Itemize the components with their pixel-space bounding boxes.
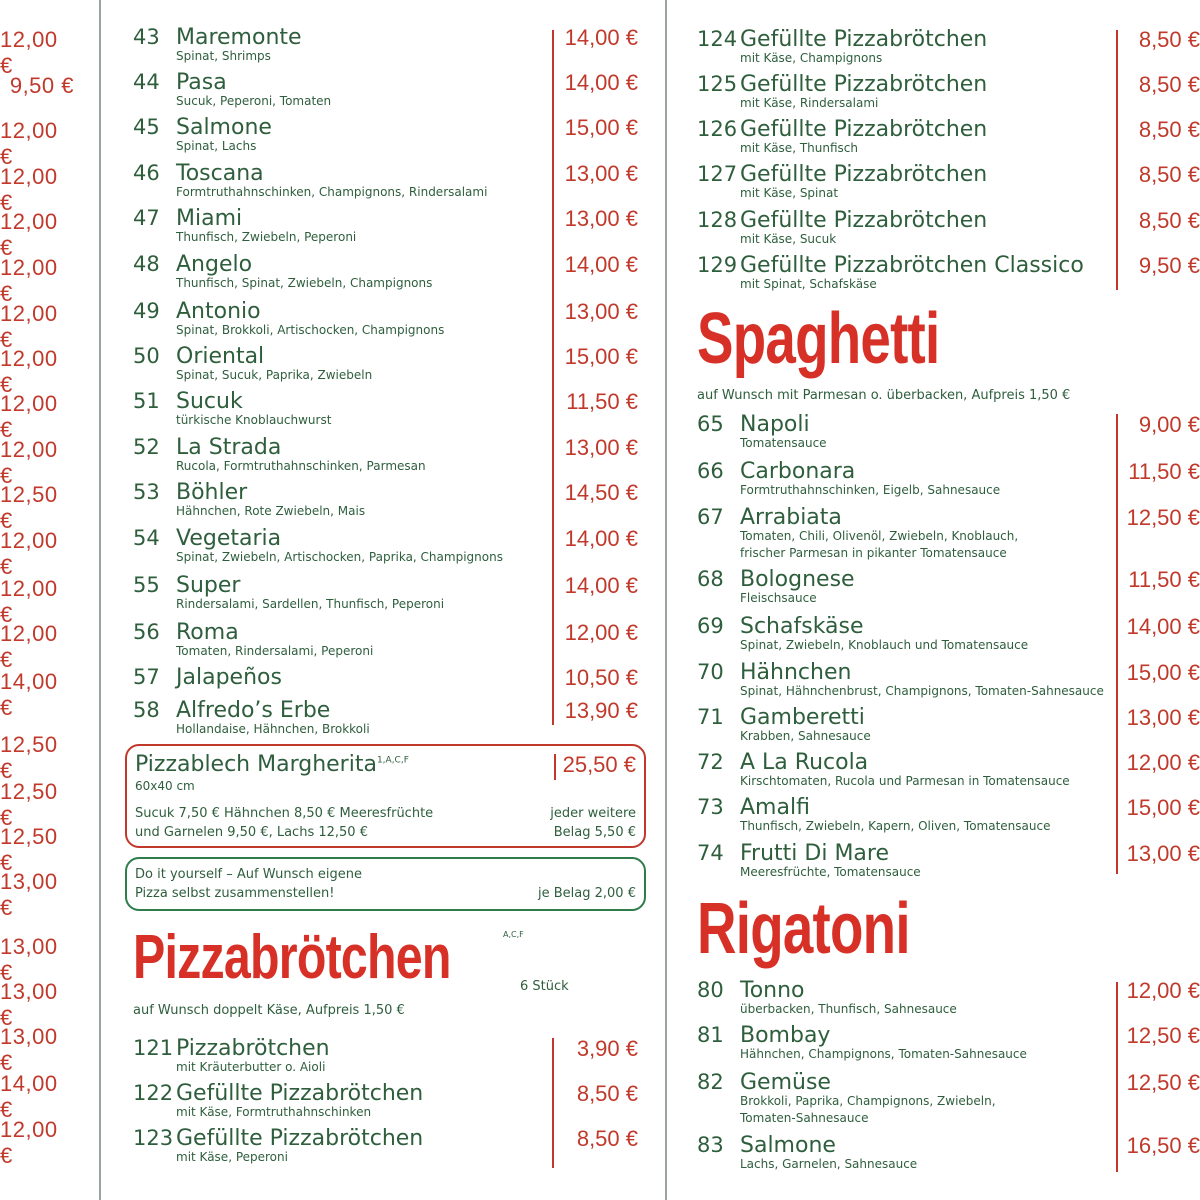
spaghetti-price: 13,00 € bbox=[1126, 705, 1200, 730]
broetchen-item bbox=[697, 253, 1200, 293]
pizza-name: Salmone bbox=[176, 115, 272, 140]
spaghetti-description: Meeresfrüchte, Tomatensauce bbox=[740, 865, 921, 879]
pizza-item bbox=[133, 70, 638, 110]
left-price: 12,00 € bbox=[0, 437, 58, 488]
broetchen-number: 127 bbox=[697, 162, 738, 186]
spaghetti-item bbox=[697, 567, 1200, 607]
spaghetti-number: 67 bbox=[697, 505, 724, 529]
rigatoni-number: 81 bbox=[697, 1023, 724, 1047]
spaghetti-price: 12,00 € bbox=[1126, 750, 1200, 775]
broetchen-name: Gefüllte Pizzabrötchen bbox=[740, 27, 988, 52]
left-price: 12,00 € bbox=[0, 301, 58, 352]
pizza-number: 55 bbox=[133, 573, 160, 597]
pizza-description: Hähnchen, Rote Zwiebeln, Mais bbox=[176, 504, 366, 518]
spaghetti-title: Spaghetti bbox=[697, 299, 940, 379]
pizza-item bbox=[133, 206, 638, 246]
column-divider-middle bbox=[665, 0, 667, 1200]
spaghetti-description: Krabben, Sahnesauce bbox=[740, 729, 871, 743]
spaghetti-description: Tomaten, Chili, Olivenöl, Zwiebeln, Knoblauch, bbox=[740, 529, 1019, 543]
broetchen-price: 8,50 € bbox=[1138, 208, 1200, 233]
pizza-name: Sucuk bbox=[176, 389, 243, 414]
pizzablech-toppings-line2: und Garnelen 9,50 €, Lachs 12,50 € bbox=[135, 825, 368, 840]
broetchen-name: Gefüllte Pizzabrötchen bbox=[740, 162, 988, 187]
pizza-item bbox=[133, 389, 638, 429]
pizzabroetchen-price: 8,50 € bbox=[576, 1126, 638, 1151]
rigatoni-price: 16,50 € bbox=[1126, 1133, 1200, 1158]
pizza-price: 15,00 € bbox=[564, 344, 638, 369]
pizza-item bbox=[133, 620, 638, 660]
broetchen-price: 9,50 € bbox=[1138, 253, 1200, 278]
pizza-price: 15,00 € bbox=[564, 115, 638, 140]
pizza-number: 43 bbox=[133, 25, 160, 49]
left-price: 12,00 € bbox=[0, 346, 58, 397]
pizza-name: La Strada bbox=[176, 435, 282, 460]
broetchen-price: 8,50 € bbox=[1138, 117, 1200, 142]
pizza-item bbox=[133, 115, 638, 155]
pizza-price: 10,50 € bbox=[564, 665, 638, 690]
spaghetti-description: Fleischsauce bbox=[740, 591, 817, 605]
left-price: 12,50 € bbox=[0, 824, 58, 875]
diy-price: je Belag 2,00 € bbox=[538, 886, 636, 901]
pizza-price: 14,00 € bbox=[564, 25, 638, 50]
spaghetti-item bbox=[697, 660, 1200, 700]
broetchen-description: mit Käse, Thunfisch bbox=[740, 141, 858, 155]
pizza-number: 57 bbox=[133, 665, 160, 689]
spaghetti-item bbox=[697, 841, 1200, 881]
pizza-number: 44 bbox=[133, 70, 160, 94]
pizza-item bbox=[133, 435, 638, 475]
spaghetti-price: 13,00 € bbox=[1126, 841, 1200, 866]
pizza-number: 52 bbox=[133, 435, 160, 459]
spaghetti-number: 68 bbox=[697, 567, 724, 591]
pizzablech-size: 60x40 cm bbox=[135, 779, 195, 793]
pizza-price: 11,50 € bbox=[566, 389, 638, 414]
pizza-name: Maremonte bbox=[176, 25, 302, 50]
column-divider-left bbox=[99, 0, 101, 1200]
pizza-name: Roma bbox=[176, 620, 239, 645]
pizza-number: 50 bbox=[133, 344, 160, 368]
pizzablech-price: 25,50 € bbox=[562, 752, 636, 777]
pizza-number: 47 bbox=[133, 206, 160, 230]
pizza-price: 13,90 € bbox=[564, 698, 638, 723]
pizza-description: Rucola, Formtruthahnschinken, Parmesan bbox=[176, 459, 426, 473]
rigatoni-description: Hähnchen, Champignons, Tomaten-Sahnesauce bbox=[740, 1047, 1027, 1061]
right-column bbox=[697, 0, 1200, 1200]
rigatoni-name: Tonno bbox=[740, 978, 805, 1003]
broetchen-description: mit Käse, Spinat bbox=[740, 186, 839, 200]
spaghetti-description: Spinat, Zwiebeln, Knoblauch und Tomatensauce bbox=[740, 638, 1029, 652]
pizza-description: Thunfisch, Zwiebeln, Peperoni bbox=[176, 230, 357, 244]
pizza-number: 48 bbox=[133, 252, 160, 276]
diy-line1: Do it yourself – Auf Wunsch eigene bbox=[135, 867, 362, 882]
left-price: 14,00 € bbox=[0, 669, 58, 720]
broetchen-number: 124 bbox=[697, 27, 738, 51]
spaghetti-item bbox=[697, 705, 1200, 745]
spaghetti-price: 11,50 € bbox=[1128, 567, 1200, 592]
pizza-price: 12,00 € bbox=[564, 620, 638, 645]
left-price: 12,00 € bbox=[0, 255, 58, 306]
pizza-description: Tomaten, Rindersalami, Peperoni bbox=[176, 644, 374, 658]
left-price: 12,00 € bbox=[0, 164, 58, 215]
rigatoni-price: 12,00 € bbox=[1126, 978, 1200, 1003]
pizzabroetchen-name: Gefüllte Pizzabrötchen bbox=[176, 1081, 424, 1106]
pizza-description: Spinat, Brokkoli, Artischocken, Champignons bbox=[176, 323, 445, 337]
pizzabroetchen-number: 121 bbox=[133, 1036, 174, 1060]
pizzabroetchen-description: mit Käse, Peperoni bbox=[176, 1150, 288, 1164]
spaghetti-number: 69 bbox=[697, 614, 724, 638]
left-price: 12,00 € bbox=[0, 621, 58, 672]
pizza-number: 53 bbox=[133, 480, 160, 504]
spaghetti-description-line2: frischer Parmesan in pikanter Tomatensauce bbox=[740, 546, 1007, 560]
spaghetti-name: A La Rucola bbox=[740, 750, 869, 775]
pizza-name: Super bbox=[176, 573, 241, 598]
broetchen-name: Gefüllte Pizzabrötchen bbox=[740, 208, 988, 233]
rigatoni-item bbox=[697, 1070, 1200, 1125]
spaghetti-name: Amalfi bbox=[740, 795, 810, 820]
spaghetti-description: Spinat, Hähnchenbrust, Champignons, Tomaten-Sahnesauce bbox=[740, 684, 1104, 698]
pizza-price: 14,00 € bbox=[564, 573, 638, 598]
pizza-description: Spinat, Zwiebeln, Artischocken, Paprika, Champignons bbox=[176, 550, 503, 564]
broetchen-number: 129 bbox=[697, 253, 738, 277]
left-price: 12,00 € bbox=[0, 576, 58, 627]
pizza-name: Alfredo’s Erbe bbox=[176, 698, 331, 723]
broetchen-price: 8,50 € bbox=[1138, 72, 1200, 97]
rigatoni-number: 82 bbox=[697, 1070, 724, 1094]
pizza-description: Rindersalami, Sardellen, Thunfisch, Peperoni bbox=[176, 597, 445, 611]
pizza-item bbox=[133, 299, 638, 339]
spaghetti-item bbox=[697, 412, 1200, 452]
spaghetti-name: Carbonara bbox=[740, 459, 856, 484]
pizzabroetchen-description: mit Käse, Formtruthahnschinken bbox=[176, 1105, 372, 1119]
pizza-name: Miami bbox=[176, 206, 243, 231]
left-price: 13,00 € bbox=[0, 979, 58, 1030]
left-price: 12,50 € bbox=[0, 779, 58, 830]
spaghetti-description: Tomatensauce bbox=[740, 436, 827, 450]
pizzabroetchen-count: 6 Stück bbox=[520, 979, 569, 994]
pizza-item bbox=[133, 698, 638, 738]
pizza-price: 14,50 € bbox=[564, 480, 638, 505]
rigatoni-price: 12,50 € bbox=[1126, 1023, 1200, 1048]
spaghetti-name: Napoli bbox=[740, 412, 810, 437]
broetchen-description: mit Käse, Champignons bbox=[740, 51, 883, 65]
broetchen-item bbox=[697, 72, 1200, 112]
pizza-name: Pasa bbox=[176, 70, 227, 95]
pizza-number: 45 bbox=[133, 115, 160, 139]
broetchen-description: mit Käse, Sucuk bbox=[740, 232, 837, 246]
middle-column bbox=[133, 0, 638, 1200]
spaghetti-number: 74 bbox=[697, 841, 724, 865]
pizza-number: 54 bbox=[133, 526, 160, 550]
spaghetti-number: 72 bbox=[697, 750, 724, 774]
pizza-number: 51 bbox=[133, 389, 160, 413]
pizza-number: 49 bbox=[133, 299, 160, 323]
spaghetti-description: Kirschtomaten, Rucola und Parmesan in Tomatensauce bbox=[740, 774, 1070, 788]
pizza-name: Böhler bbox=[176, 480, 248, 505]
pizzabroetchen-number: 122 bbox=[133, 1081, 174, 1105]
spaghetti-item bbox=[697, 795, 1200, 835]
price-divider bbox=[554, 754, 556, 780]
left-price: 13,00 € bbox=[0, 934, 58, 985]
pizza-name: Toscana bbox=[176, 161, 264, 186]
broetchen-item bbox=[697, 27, 1200, 67]
rigatoni-description: Brokkoli, Paprika, Champignons, Zwiebeln, bbox=[740, 1094, 996, 1108]
broetchen-name: Gefüllte Pizzabrötchen bbox=[740, 117, 988, 142]
pizza-item bbox=[133, 161, 638, 201]
pizza-name: Antonio bbox=[176, 299, 261, 324]
rigatoni-title: Rigatoni bbox=[697, 889, 910, 969]
left-price: 12,00 € bbox=[0, 27, 58, 78]
pizza-number: 46 bbox=[133, 161, 160, 185]
broetchen-number: 126 bbox=[697, 117, 738, 141]
pizza-description: Formtruthahnschinken, Champignons, Rindersalami bbox=[176, 185, 488, 199]
rigatoni-name: Salmone bbox=[740, 1133, 836, 1158]
pizzablech-toppings-line1: Sucuk 7,50 € Hähnchen 8,50 € Meeresfrüchte bbox=[135, 806, 434, 821]
left-price: 12,00 € bbox=[0, 118, 58, 169]
spaghetti-name: Bolognese bbox=[740, 567, 855, 592]
spaghetti-note: auf Wunsch mit Parmesan o. überbacken, Aufpreis 1,50 € bbox=[697, 388, 1071, 403]
spaghetti-number: 73 bbox=[697, 795, 724, 819]
pizza-description: Thunfisch, Spinat, Zwiebeln, Champignons bbox=[176, 276, 433, 290]
rigatoni-name: Bombay bbox=[740, 1023, 831, 1048]
pizza-number: 58 bbox=[133, 698, 160, 722]
pizzabroetchen-number: 123 bbox=[133, 1126, 174, 1150]
pizza-name: Oriental bbox=[176, 344, 265, 369]
spaghetti-name: Hähnchen bbox=[740, 660, 852, 685]
spaghetti-description: Thunfisch, Zwiebeln, Kapern, Oliven, Tomatensauce bbox=[740, 819, 1051, 833]
pizza-description: türkische Knoblauchwurst bbox=[176, 413, 332, 427]
pizzablech-name: Pizzablech Margherita$^{1,A,C,F}$ bbox=[135, 752, 409, 777]
pizzabroetchen-note: auf Wunsch doppelt Käse, Aufpreis 1,50 € bbox=[133, 1003, 405, 1018]
spaghetti-name: Arrabiata bbox=[740, 505, 842, 530]
spaghetti-number: 70 bbox=[697, 660, 724, 684]
rigatoni-description: Lachs, Garnelen, Sahnesauce bbox=[740, 1157, 918, 1171]
left-price: 12,50 € bbox=[0, 732, 58, 783]
rigatoni-name: Gemüse bbox=[740, 1070, 831, 1095]
spaghetti-price: 14,00 € bbox=[1126, 614, 1200, 639]
spaghetti-item bbox=[697, 614, 1200, 654]
spaghetti-name: Frutti Di Mare bbox=[740, 841, 890, 866]
left-price: 9,50 € bbox=[9, 73, 74, 98]
pizzabroetchen-item bbox=[133, 1036, 638, 1076]
diy-box bbox=[125, 857, 646, 911]
spaghetti-price: 12,50 € bbox=[1126, 505, 1200, 530]
broetchen-item bbox=[697, 208, 1200, 248]
spaghetti-name: Gamberetti bbox=[740, 705, 865, 730]
pizza-name: Angelo bbox=[176, 252, 253, 277]
left-price: 13,00 € bbox=[0, 1024, 58, 1075]
rigatoni-item bbox=[697, 1023, 1200, 1063]
pizza-item bbox=[133, 25, 638, 65]
pizza-price: 14,00 € bbox=[564, 252, 638, 277]
spaghetti-price: 11,50 € bbox=[1128, 459, 1200, 484]
spaghetti-number: 71 bbox=[697, 705, 724, 729]
pizza-price: 14,00 € bbox=[564, 70, 638, 95]
pizzablech-extra-line1: jeder weitere bbox=[550, 806, 636, 821]
pizza-item bbox=[133, 252, 638, 292]
spaghetti-price: 15,00 € bbox=[1126, 660, 1200, 685]
pizza-item bbox=[133, 480, 638, 520]
pizza-price: 13,00 € bbox=[564, 435, 638, 460]
broetchen-price: 8,50 € bbox=[1138, 27, 1200, 52]
broetchen-description: mit Spinat, Schafskäse bbox=[740, 277, 877, 291]
pizza-item bbox=[133, 526, 638, 566]
left-price: 12,50 € bbox=[0, 482, 58, 533]
left-price: 12,00 € bbox=[0, 209, 58, 260]
pizzabroetchen-name: Gefüllte Pizzabrötchen bbox=[176, 1126, 424, 1151]
pizza-price: 13,00 € bbox=[564, 206, 638, 231]
spaghetti-description: Formtruthahnschinken, Eigelb, Sahnesauce bbox=[740, 483, 1001, 497]
pizza-description: Spinat, Shrimps bbox=[176, 49, 271, 63]
left-price: 12,00 € bbox=[0, 391, 58, 442]
left-price: 13,00 € bbox=[0, 869, 58, 920]
pizzablech-extra-line2: Belag 5,50 € bbox=[553, 825, 636, 840]
pizza-number: 56 bbox=[133, 620, 160, 644]
pizza-price: 13,00 € bbox=[564, 299, 638, 324]
pizzabroetchen-name: Pizzabrötchen bbox=[176, 1036, 330, 1061]
broetchen-number: 125 bbox=[697, 72, 738, 96]
broetchen-price: 8,50 € bbox=[1138, 162, 1200, 187]
broetchen-description: mit Käse, Rindersalami bbox=[740, 96, 879, 110]
broetchen-item bbox=[697, 162, 1200, 202]
spaghetti-price: 15,00 € bbox=[1126, 795, 1200, 820]
spaghetti-number: 65 bbox=[697, 412, 724, 436]
spaghetti-name: Schafskäse bbox=[740, 614, 864, 639]
spaghetti-item bbox=[697, 459, 1200, 499]
pizzabroetchen-allergens: A,C,F bbox=[503, 930, 524, 939]
rigatoni-number: 80 bbox=[697, 978, 724, 1002]
broetchen-number: 128 bbox=[697, 208, 738, 232]
pizza-description: Hollandaise, Hähnchen, Brokkoli bbox=[176, 722, 370, 736]
pizza-item bbox=[133, 573, 638, 613]
rigatoni-item bbox=[697, 1133, 1200, 1173]
pizza-item bbox=[133, 344, 638, 384]
rigatoni-item bbox=[697, 978, 1200, 1018]
pizzabroetchen-title: Pizzabrötchen bbox=[133, 923, 451, 992]
pizza-price: 14,00 € bbox=[564, 526, 638, 551]
broetchen-name: Gefüllte Pizzabrötchen bbox=[740, 72, 988, 97]
rigatoni-price: 12,50 € bbox=[1126, 1070, 1200, 1095]
spaghetti-price: 9,00 € bbox=[1138, 412, 1200, 437]
pizzabroetchen-description: mit Kräuterbutter o. Aioli bbox=[176, 1060, 326, 1074]
rigatoni-description-line2: Tomaten-Sahnesauce bbox=[740, 1111, 869, 1125]
pizza-name: Jalapeños bbox=[176, 665, 282, 690]
left-price: 12,00 € bbox=[0, 1117, 58, 1168]
pizzabroetchen-item bbox=[133, 1126, 638, 1166]
pizzablech-box bbox=[125, 744, 646, 848]
pizza-description: Spinat, Sucuk, Paprika, Zwiebeln bbox=[176, 368, 373, 382]
pizzabroetchen-price: 3,90 € bbox=[576, 1036, 638, 1061]
pizzabroetchen-price: 8,50 € bbox=[576, 1081, 638, 1106]
spaghetti-number: 66 bbox=[697, 459, 724, 483]
rigatoni-number: 83 bbox=[697, 1133, 724, 1157]
diy-line2: Pizza selbst zusammenstellen! bbox=[135, 886, 335, 901]
broetchen-name: Gefüllte Pizzabrötchen Classico bbox=[740, 253, 1084, 278]
pizza-description: Spinat, Lachs bbox=[176, 139, 257, 153]
pizzabroetchen-item bbox=[133, 1081, 638, 1121]
spaghetti-item bbox=[697, 750, 1200, 790]
pizza-description: Sucuk, Peperoni, Tomaten bbox=[176, 94, 332, 108]
spaghetti-item bbox=[697, 505, 1200, 560]
broetchen-item bbox=[697, 117, 1200, 157]
pizza-price: 13,00 € bbox=[564, 161, 638, 186]
pizza-name: Vegetaria bbox=[176, 526, 282, 551]
left-price: 14,00 € bbox=[0, 1071, 58, 1122]
rigatoni-description: überbacken, Thunfisch, Sahnesauce bbox=[740, 1002, 957, 1016]
price-divider bbox=[1116, 30, 1118, 290]
left-price: 12,00 € bbox=[0, 528, 58, 579]
